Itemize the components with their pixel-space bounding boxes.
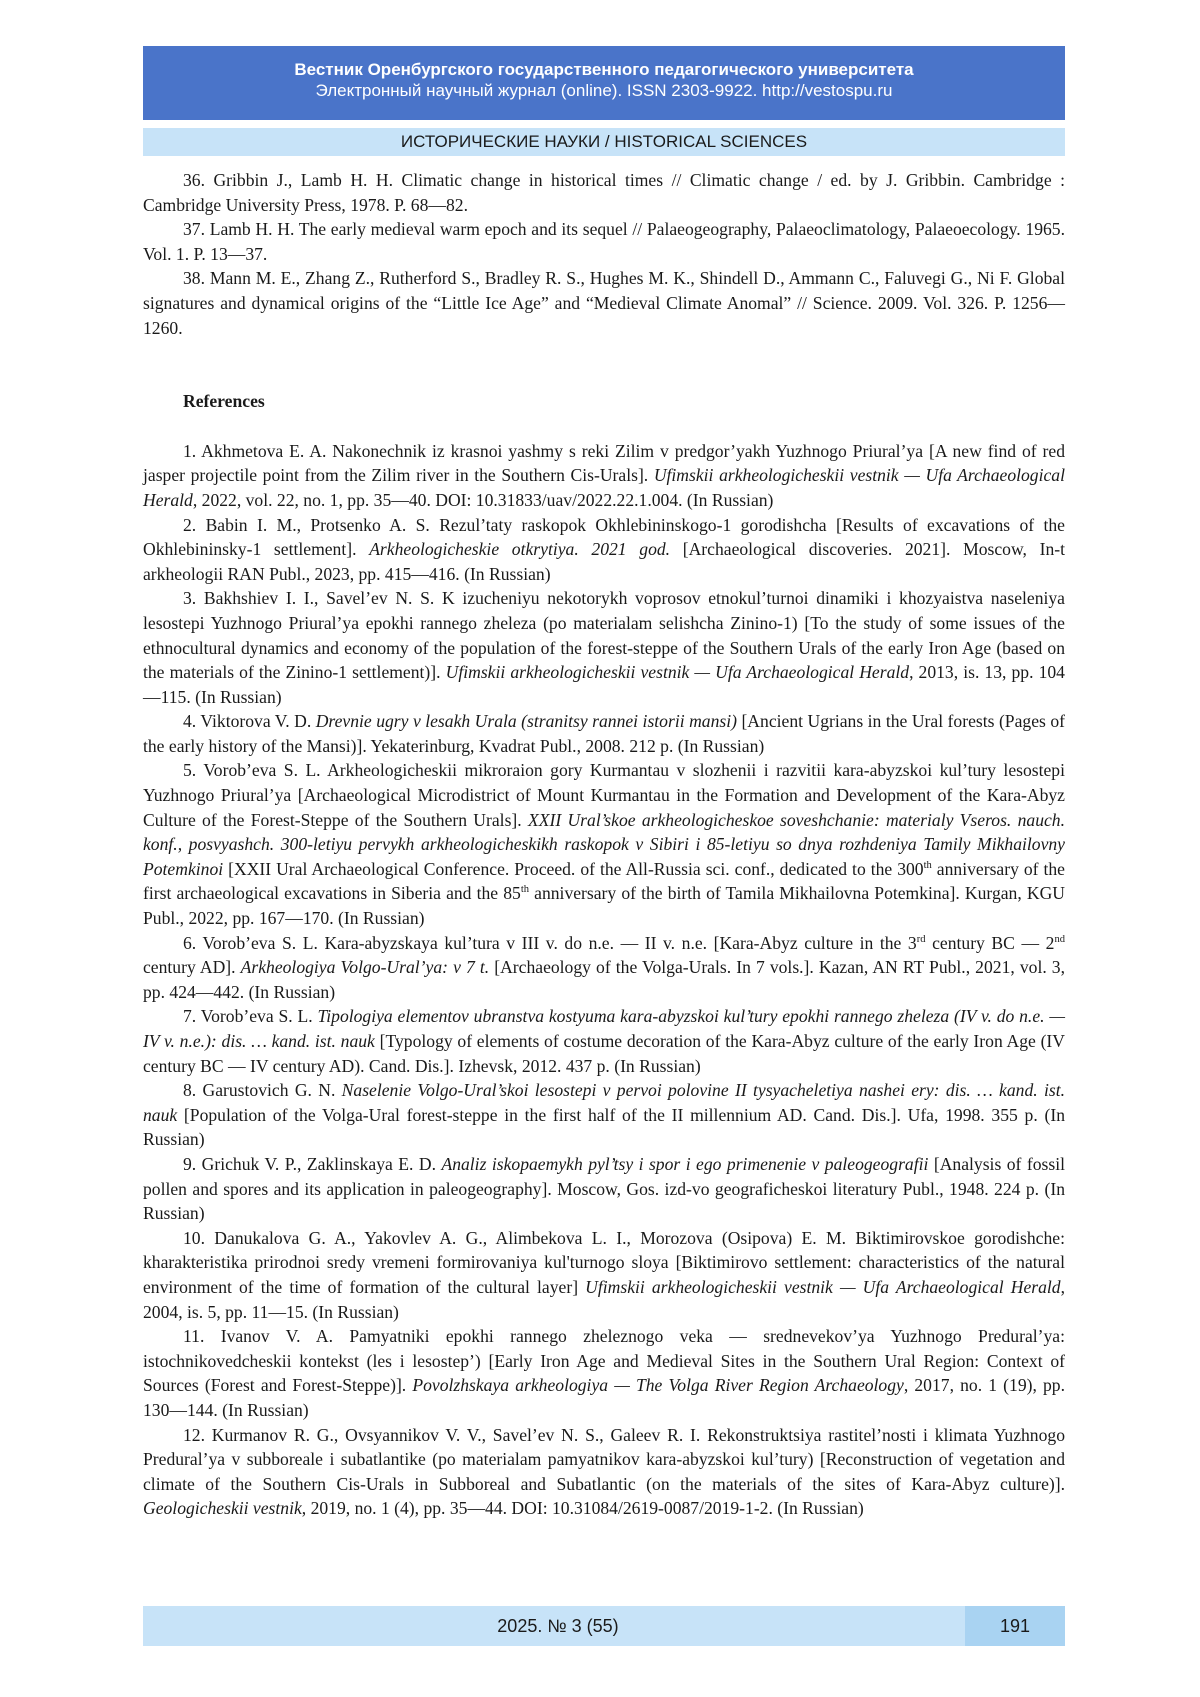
article-body — [143, 168, 1065, 1521]
reference-item: 7. Vorob’eva S. L. Tipologiya elementov ubranstva kostyuma kara-abyzskoi kul’tury epokhi rannego zheleza (IV v. do n.e. — IV v. n.e.): dis. … kand. ist. nauk [Typology of elements of costume decoration of the Kara-Abyz culture of the early Iron Age (IV century BC — IV century AD). Cand. Dis.]. Izhevsk, 2012. 437 p. (In Russian) — [143, 1006, 1065, 1076]
journal-header — [143, 46, 1065, 120]
reference-item: 2. Babin I. M., Protsenko A. S. Rezul’taty raskopok Okhlebininskogo-1 gorodishcha [Results of excavations of the Okhlebininsky-1 settlement]. Arkheologicheskie otkrytiya. 2021 god. [Archaeological discoveries. 2021]. Moscow, In-t arkheologii RAN Publ., 2023, pp. 415—416. (In Russian) — [143, 514, 1066, 584]
reference-item: 9. Grichuk V. P., Zaklinskaya E. D. Analiz iskopaemykh pyl’tsy i spor i ego primenenie v paleogeografii [Analysis of fossil pollen and spores and its application in paleogeography]. Moscow, Gos. izd-vo geograficheskoi literatury Publ., 1948. 224 p. (In Russian) — [143, 1153, 1065, 1224]
reference-item: 1. Akhmetova E. A. Nakonechnik iz krasnoi yashmy s reki Zilim v predgor’yakh Yuzhnogo Priural’ya [A new find of red jasper projectile point from the Zilim river in the Southern Cis-Urals]. Ufimskii arkheologicheskii vestnik — Ufa Archaeological Herald, 2022, vol. 22, no. 1, pp. 35—40. DOI: 10.31833/uav/2022.22.1.004. (In Russian) — [143, 440, 1065, 510]
reference-item: 5. Vorob’eva S. L. Arkheologicheskii mikroraion gory Kurmantau v slozhenii i razvitii kara-abyzskoi kul’tury lesostepi Yuzhnogo Priural’ya [Archaeological Microdistrict of Mount Kurmantau in the Formation and Development of the Kara-Abyz Culture of the Forest-Steppe of the Southern Urals]. XXII Ural’skoe arkheologicheskoe soveshchanie: materialy Vseros. nauch. konf., posvyashch. 300-letiyu pervykh arkheologicheskikh raskopok v Sibiri i 85-letiyu so dnya rozhdeniya Tamily Mikhailovny Potemkinoi [XXII Ural Archaeological Conference. Proceed. of the All-Russia sci. conf., dedicated to the 300th anniversary of the first archaeological excavations in Siberia and the 85th anniversary of the birth of Tamila Mikhailovna Potemkina]. Kurgan, KGU Publ., 2022, pp. 167—170. (In Russian) — [143, 760, 1065, 929]
reference-item: 6. Vorob’eva S. L. Kara-abyzskaya kul’tura v III v. do n.e. — II v. n.e. [Kara-Abyz culture in the 3rd century BC — 2nd century AD]. Arkheologiya Volgo-Ural’ya: v 7 t. [Archaeology of the Volga-Urals. In 7 vols.]. Kazan, AN RT Publ., 2021, vol. 3, pp. 424—442. (In Russian) — [143, 932, 1066, 1002]
reference-item: 4. Viktorova V. D. Drevnie ugry v lesakh Urala (stranitsy rannei istorii mansi) [Ancient Ugrians in the Ural forests (Pages of the early history of the Mansi)]. Yekaterinburg, Kvadrat Publ., 2008. 212 p. (In Russian) — [143, 711, 1065, 756]
section-title: ИСТОРИЧЕСКИЕ НАУКИ / HISTORICAL SCIENCES — [143, 128, 1065, 156]
journal-subtitle: Электронный научный журнал (online). ISSN 2303-9922. http://vestospu.ru — [315, 81, 893, 100]
literature-item: 36. Gribbin J., Lamb H. H. Climatic change in historical times // Climatic change / ed. by J. Gribbin. Cambridge : Cambridge University Press, 1978. P. 68—82. — [143, 170, 1065, 215]
literature-item: 37. Lamb H. H. The early medieval warm epoch and its sequel // Palaeogeography, Palaeoclimatology, Palaeoecology. 1965. Vol. 1. P. 13—37. — [143, 219, 1065, 264]
literature-item: 38. Mann M. E., Zhang Z., Rutherford S., Bradley R. S., Hughes M. K., Shindell D., Ammann C., Faluvegi G., Ni F. Global signatures and dynamical origins of the “Little Ice Age” and “Medieval Climate Anomal” // Science. 2009. Vol. 326. P. 1256—1260. — [143, 268, 1065, 338]
journal-title: Вестник Оренбургского государственного педагогического университета — [294, 60, 914, 79]
reference-item: 11. Ivanov V. A. Pamyatniki epokhi rannego zheleznogo veka — srednevekov’ya Yuzhnogo Predural’ya: istochnikovedcheskii kontekst (les i lesostep’) [Early Iron Age and Medieval Sites in the Southern Ural Region: Context of Sources (Forest and Forest-Steppe)]. Povolzhskaya arkheologiya — The Volga River Region Archaeology, 2017, no. 1 (19), pp. 130—144. (In Russian) — [143, 1326, 1066, 1420]
reference-item: 8. Garustovich G. N. Naselenie Volgo-Ural’skoi lesostepi v pervoi polovine II tysyacheletiya nashei ery: dis. … kand. ist. nauk [Population of the Volga-Ural forest-steppe in the first half of the II millennium AD. Cand. Dis.]. Ufa, 1998. 355 p. (In Russian) — [143, 1080, 1065, 1150]
reference-item: 10. Danukalova G. A., Yakovlev A. G., Alimbekova L. I., Morozova (Osipova) E. M. Biktimirovskoe gorodishche: kharakteristika prirodnoi sredy vremeni formirovaniya kul'turnogo sloya [Biktimirovo settlement: characteristics of the natural environment of the time of formation of the cultural layer] Ufimskii arkheologicheskii vestnik — Ufa Archaeological Herald, 2004, is. 5, pp. 11—15. (In Russian) — [143, 1227, 1065, 1322]
references-heading: References — [183, 391, 265, 412]
reference-item: 3. Bakhshiev I. I., Savel’ev N. S. K izucheniyu nekotorykh voprosov etnokul’turnoi dinamiki i khozyaistva naseleniya lesostepi Yuzhnogo Priural’ya epokhi rannego zheleza (po materialam selishcha Zinino-1) [To the study of some issues of the ethnocultural dynamics and economy of the population of the forest-steppe of the Southern Urals of the early Iron Age (based on the materials of the Zinino-1 settlement)]. Ufimskii arkheologicheskii vestnik — Ufa Archaeological Herald, 2013, is. 13, pp. 104—115. (In Russian) — [143, 588, 1065, 707]
page-number: 191 — [965, 1606, 1065, 1646]
issue-number: 2025. № 3 (55) — [497, 1616, 619, 1636]
page-footer — [143, 1606, 1065, 1646]
reference-item: 12. Kurmanov R. G., Ovsyannikov V. V., Savel’ev N. S., Galeev R. I. Rekonstruktsiya rastitel’nosti i klimata Yuzhnogo Predural’ya v subboreale i subatlantike (po materialam pamyatnikov kara-abyzskoi kul’tury) [Reconstruction of vegetation and climate of the Southern Cis-Urals in Subboreal and Subatlantic (on the materials of the sites of Kara-Abyz culture)]. Geologicheskii vestnik, 2019, no. 1 (4), pp. 35—44. DOI: 10.31084/2619-0087/2019-1-2. (In Russian) — [143, 1424, 1065, 1519]
